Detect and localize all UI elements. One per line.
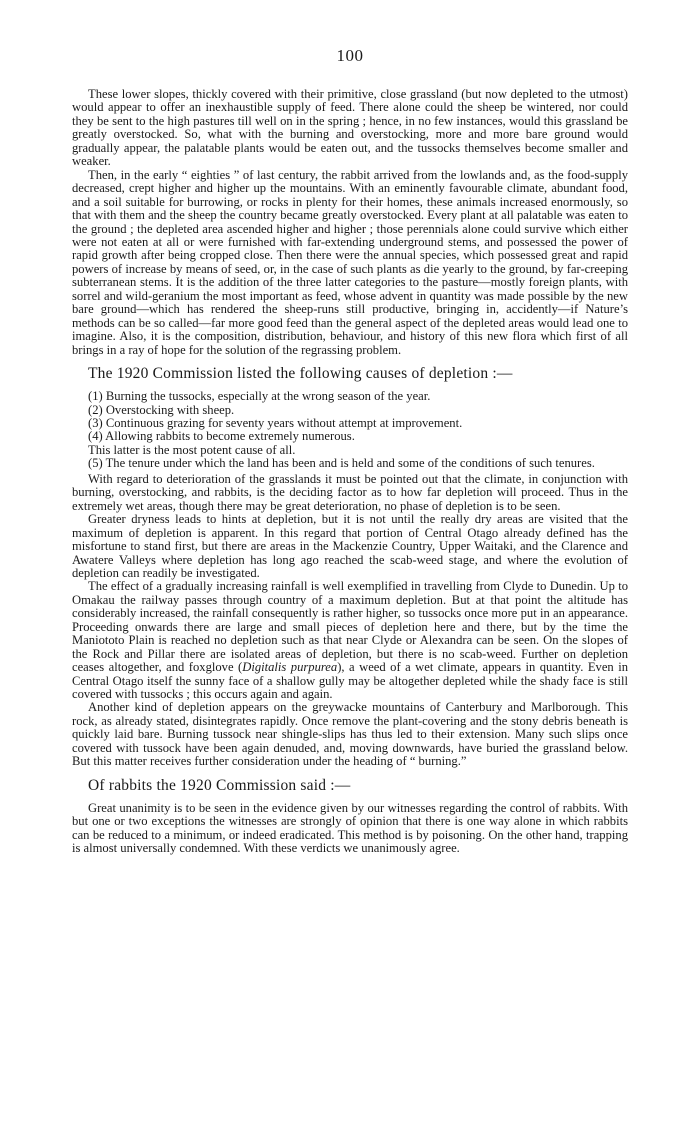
paragraph-deterioration: With regard to deterioration of the grasslands it must be pointed out that the climate, in conjunction with burning, overstocking, and rabbits, is the deciding factor as to how far depletion will proceed. Thus in the extremely wet areas, though there may be great deterioration, no phase of depletion is to be seen. <box>72 471 628 513</box>
list-item-tenure: (5) The tenure under which the land has been and is held and some of the conditions of such tenures. <box>88 456 595 471</box>
causes-list <box>72 390 628 471</box>
paragraph-lower-slopes: These lower slopes, thickly covered with their primitive, close grassland (but now depleted to the utmost) would appear to offer an inexhaustible supply of feed. There alone could the sheep be wintered, nor could they be sent to the high pastures till well on in the spring ; hence, in no few instances, would this grassland be greatly overstocked. So, what with the burning and overstocking, more and more bare ground would gradually appear, the palatable plants would be eaten out, and the tussocks themselves become smaller and weaker. <box>72 87 628 169</box>
list-item-overstocking: (2) Overstocking with sheep. <box>88 402 235 417</box>
paragraph-dryness: Greater dryness leads to hints at depletion, but it is not until the really dry areas are visited that the maximum of depletion is apparent. In this regard that portion of Central Otago already defined has the misfortune to stand first, but there are areas in the Mackenzie Country, Upper Waitaki, and the Clarence and Awatere Valleys where depletion has long ago reached the scab-weed stage, and where the evolution of depletion can readily be investigated. <box>72 512 628 580</box>
commission-quote <box>72 802 628 856</box>
list-item-burning: (1) Burning the tussocks, especially at the wrong season of the year. <box>88 389 431 404</box>
page-number: 100 <box>336 46 364 65</box>
list-note-potent-cause: This latter is the most potent cause of all. <box>88 442 296 457</box>
section-heading-rabbits: Of rabbits the 1920 Commission said :— <box>88 776 351 794</box>
paragraph-rabbit-arrival: Then, in the early “ eighties ” of last century, the rabbit arrived from the lowlands and, as the food-supply decreased, crept higher and higher up the mountains. With an eminently favourable climate, abundant food, and a soil suitable for burrowing, or rocks in plenty for their homes, these animals increased enormously, so that with them and the sheep the country became greatly overstocked. Every plant at all palatable was eaten to the ground ; the depleted area ascended higher and higher ; those perennials alone could survive which either were not eaten at all or were furnished with far-extending underground stems, and possessed the power of rapid growth after being cropped close. Then there were the annual species, which possessed great and rapid powers of increase by means of seed, or, in the case of such plants as die yearly to the ground, by far-creeping subterranean stems. It is the addition of the three latter categories to the pasture—mostly foreign plants, with sorrel and wild-geranium the most important as feed, whose advent in quantity was made possible by the new bare ground—which has rendered the sheep-runs still productive, bringing in, accidently—if Nature’s methods can be so called—far more good feed than the general aspect of the depleted areas would lead one to imagine. Also, it is the composition, distribution, behaviour, and history of this new flora which first of all brings in a ray of hope for the solution of the regrassing problem. <box>72 167 628 357</box>
botanical-name: Digitalis purpurea <box>242 660 338 675</box>
list-item-grazing: (3) Continuous grazing for seventy years without attempt at improvement. <box>88 415 463 430</box>
quote-paragraph: Great unanimity is to be seen in the evidence given by our witnesses regarding the control of rabbits. With but one or two exceptions the witnesses are strongly of opinion that there is one way alone in which rabbits can be reduced to a minimum, or indeed eradicated. This method is by poisoning. On the other hand, trapping is almost universally condemned. With these verdicts we unanimously agree. <box>72 800 628 856</box>
list-item-rabbits: (4) Allowing rabbits to become extremely numerous. <box>88 429 355 444</box>
document-page <box>72 46 628 856</box>
paragraph-greywacke: Another kind of depletion appears on the greywacke mountains of Canterbury and Marlborough. This rock, as already stated, disintegrates rapidly. Once remove the plant-covering and the stony debris beneath is quickly laid bare. Burning tussock near shingle-slips has thus led to their extension. Many such slips once covered with tussock have been again denuded, and, moving downwards, have buried the grassland below. But this matter receives further consideration under the heading of “ burning.” <box>72 700 628 769</box>
paragraph-rainfall: The effect of a gradually increasing rainfall is well exemplified in travelling from Clyde to Dunedin. Up to Omakau the railway passes through country of a maximum depletion. But at that point the altitude has considerably increased, the rainfall consequently is rather higher, so tussocks once more put in an appearance. Proceeding onwards there are large and small pieces of depletion here and there, but by the time the Maniototo Plain is reached no depletion such as that near Clyde or Alexandra can be seen. On the slopes of the Rock and Pillar there are isolated areas of depletion, but there is no scab-weed. Further on depletion ceases altogether, and foxglove (Digitalis purpurea), a weed of a wet climate, appears in quantity. Even in Central Otago itself the sunny face of a shallow gully may be altogether depleted while the shady face is still covered with tussocks ; this occurs again and again. <box>72 579 628 702</box>
section-heading-causes: The 1920 Commission listed the following causes of depletion :— <box>88 365 513 383</box>
